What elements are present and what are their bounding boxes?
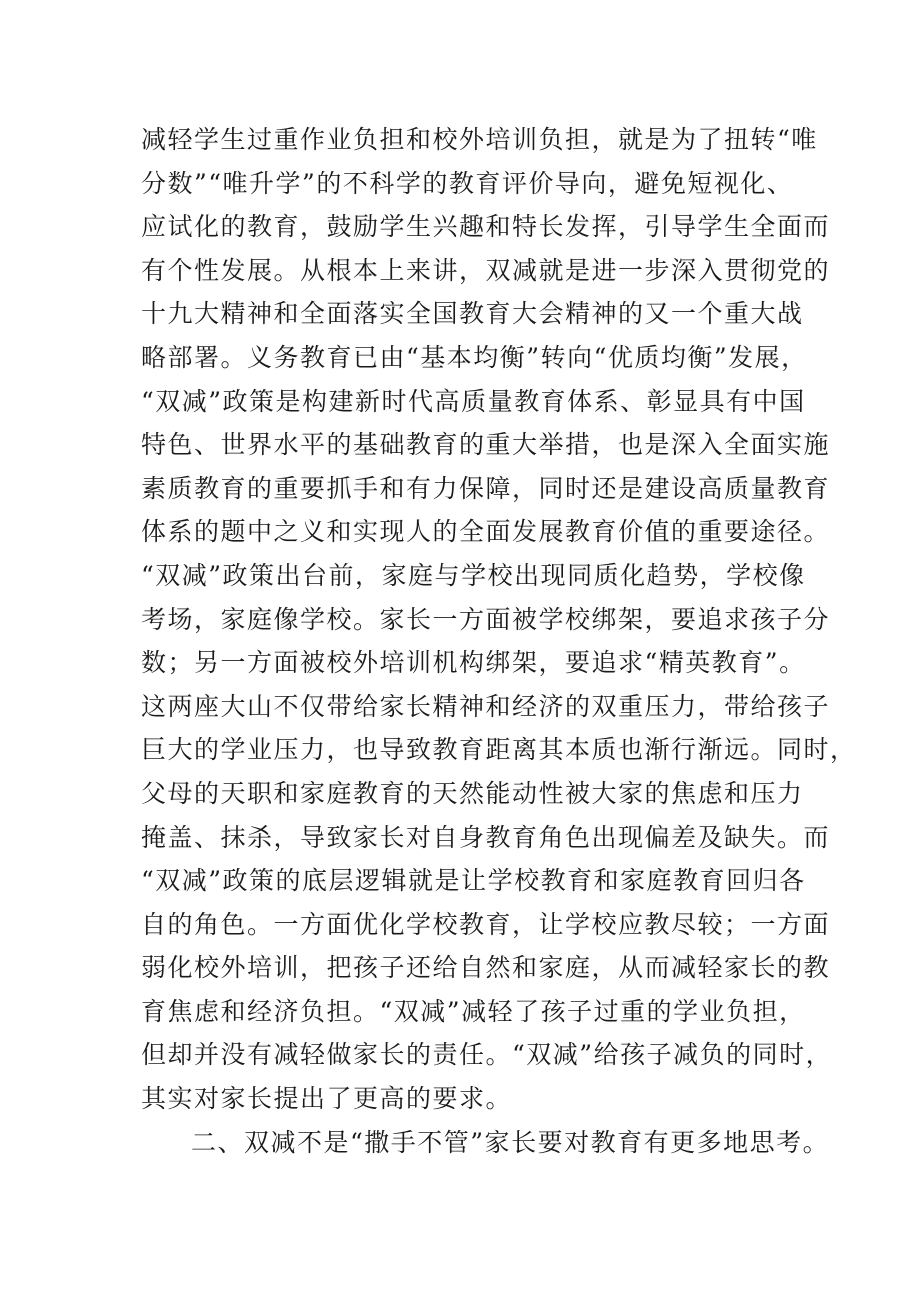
paragraph-line: 弱化校外培训，把孩子还给自然和家庭，从而减轻家长的教 [141, 953, 831, 983]
paragraph-line: 自的角色。一方面优化学校教育，让学校应教尽较；一方面 [141, 909, 831, 939]
paragraph-line: 掩盖、抹杀，导致家长对自身教育角色出现偏差及缺失。而 [141, 822, 831, 852]
paragraph-line: 体系的题中之义和实现人的全面发展教育价值的重要途径。 [141, 517, 831, 547]
paragraph-line: 特色、世界水平的基础教育的重大举措，也是深入全面实施 [141, 430, 831, 460]
paragraph-line: 父母的天职和家庭教育的天然能动性被大家的焦虑和压力 [141, 778, 804, 808]
paragraph-line: 分数”“唯升学”的不科学的教育评价导向，避免短视化、 [141, 168, 794, 198]
body-text [141, 118, 857, 1164]
paragraph-line: 但却并没有减轻做家长的责任。“双减”给孩子减负的同时， [141, 1040, 833, 1070]
paragraph-line: “双减”政策的底层逻辑就是让学校教育和家庭教育回归各 [141, 866, 806, 896]
paragraph-line: 十九大精神和全面落实全国教育大会精神的又一个重大战 [141, 299, 804, 329]
paragraph-line: 数；另一方面被校外培训机构绑架，要追求“精英教育”。 [141, 648, 806, 678]
paragraph-line: 巨大的学业压力，也导致教育距离其本质也渐行渐远。同时， [141, 735, 857, 765]
paragraph-line: 有个性发展。从根本上来讲，双减就是进一步深入贯彻党的 [141, 255, 831, 285]
paragraph-line: 育焦虑和经济负担。“双减”减轻了孩子过重的学业负担， [141, 996, 806, 1026]
paragraph-line: 应试化的教育，鼓励学生兴趣和特长发挥，引导学生全面而 [141, 212, 831, 242]
section-heading: 二、双减不是“撒手不管”家长要对教育有更多地思考。 [191, 1127, 830, 1157]
paragraph-line: 其实对家长提出了更高的要求。 [141, 1084, 513, 1114]
paragraph-line: 减轻学生过重作业负担和校外培训负担，就是为了扭转“唯 [141, 125, 818, 154]
paragraph-line: 考场，家庭像学校。家长一方面被学校绑架，要追求孩子分 [141, 604, 831, 634]
paragraph-line: 这两座大山不仅带给家长精神和经济的双重压力，带给孩子 [141, 691, 831, 721]
paragraph-line: “双减”政策出台前，家庭与学校出现同质化趋势，学校像 [141, 560, 806, 590]
paragraph-line: 略部署。义务教育已由“基本均衡”转向“优质均衡”发展， [141, 342, 808, 372]
paragraph-line: “双减”政策是构建新时代高质量教育体系、彰显具有中国 [141, 386, 806, 416]
paragraph-line: 素质教育的重要抓手和有力保障，同时还是建设高质量教育 [141, 473, 831, 503]
